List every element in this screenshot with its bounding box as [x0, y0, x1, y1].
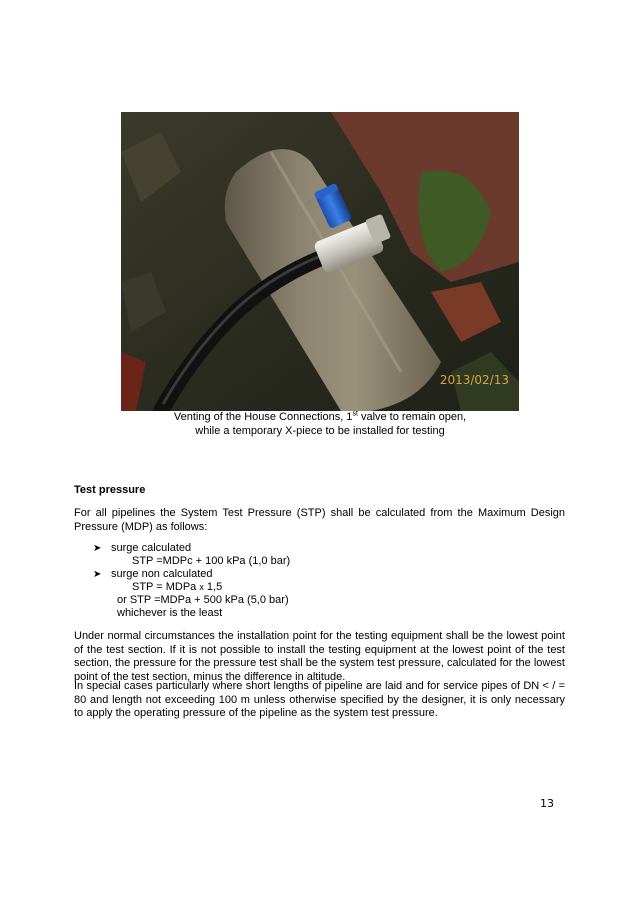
list-item [93, 568, 290, 581]
photo-date-stamp: 2013/02/13 [439, 373, 509, 387]
formula-line: whichever is the least [117, 607, 223, 619]
formula-part: 1,5 [206, 581, 223, 593]
caption-line-2: while a temporary X-piece to be installed for testing [195, 425, 445, 437]
formula-part: STP = MDPa [132, 581, 197, 593]
pressure-formula-list [93, 542, 290, 620]
installation-paragraph: Under normal circumstances the installation point for the testing equipment shall be the lowest point of the test section. If it is not possible to install the testing equipment at the lowest point of the test section, the pressure for the pressure test shall be the system test pressure, calculated for the lowest point of the test section, minus the difference in altitude. [74, 630, 565, 683]
arrow-bullet-icon: ➤ [93, 543, 102, 554]
list-item-label: surge calculated [111, 542, 192, 554]
photo-illustration [121, 112, 519, 411]
list-item [93, 542, 290, 555]
section-heading: Test pressure [74, 484, 146, 496]
multiply-sign: x [199, 582, 204, 592]
page-number: 13 [540, 797, 554, 810]
caption-superscript: st [352, 410, 358, 418]
arrow-bullet-icon: ➤ [93, 569, 102, 580]
caption-text: Venting of the House Connections, 1 [173, 411, 353, 423]
caption-text-end: valve to remain open, [357, 411, 467, 423]
special-cases-paragraph: In special cases particularly where short lengths of pipeline are laid and for service pipes of DN < / = 80 and length not exceeding 100 m unless otherwise specified by the designer, it is only necessary to apply the operating pressure of the pipeline as the system test pressure. [74, 680, 565, 719]
caption-line-1 [120, 410, 520, 424]
pipe-valve-photo [121, 112, 519, 411]
intro-paragraph: For all pipelines the System Test Pressure (STP) shall be calculated from the Maximum Design Pressure (MDP) as follows: [74, 507, 565, 533]
formula-line [93, 581, 290, 594]
photo-caption [120, 410, 520, 438]
list-item-label: surge non calculated [111, 568, 213, 580]
formula-line: STP =MDPc + 100 kPa (1,0 bar) [132, 555, 291, 567]
formula-line: or STP =MDPa + 500 kPa (5,0 bar) [117, 594, 289, 606]
